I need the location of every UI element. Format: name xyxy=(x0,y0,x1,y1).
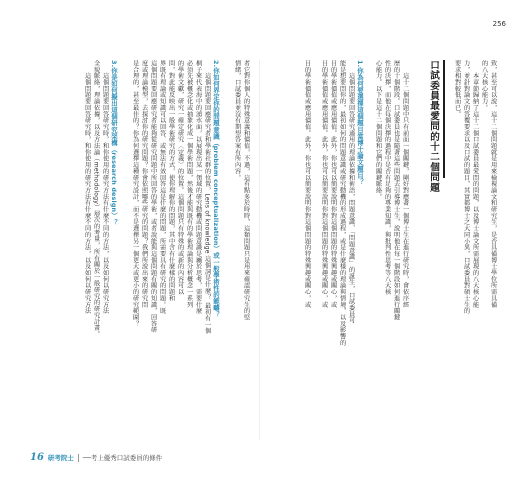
text-column: 這個問題要回答研究時，和你使用的研究方法有什麼不同的方法，以及如何以研究方法 xyxy=(83,60,91,314)
text-column: 情緒，口試委員並沒有期望答案有所內容。 xyxy=(233,60,241,181)
text-column: 歷的十個階段。口試委員也是隨著這些問題去引導博士生，說明他在每一個階段如何進行關鍵 xyxy=(392,60,400,321)
text-column: 這個問題要回應研究者能夠從研究問題中所回答的學術，或者說能與這個問題有關的知識，回答研 xyxy=(149,60,157,334)
text-column: 能是想要問你的，最初如何的問題意識或研究動機的形成過程，或是什麼樣的理論與情境，以及影響的 xyxy=(338,60,346,346)
text-column: 的學術文獻，研究一確定研究〈定義〉的位置。這個問題只有特殊的或新的內容可以 xyxy=(176,60,184,295)
page-number: 256 xyxy=(492,20,506,28)
text-column: 是合理的，甚至最佳的？你為何選擇這種研究設計，而不是選擇另一個更大或更小的研究範圍？ xyxy=(131,60,139,327)
text-column: 本章節歸納了這十二個口試委員最愛問的問題，以及博士論文所需展現的八大核心能 xyxy=(471,60,479,308)
section-title: 口試委員最愛問的十二個問題 xyxy=(428,60,439,193)
text-column: 桐子來代表海中的湧水面，以展現出某一領域的研究動機或問題意識是屬於思考，需要什麼 xyxy=(194,60,202,314)
text-column: 者它對你個人的特殊意義和價值，不過，這有點多於時時，這類問題只是用來確認研究生的堅 xyxy=(242,60,250,321)
footer-separator xyxy=(78,454,79,462)
text-column: 度或理論模型，去探討你的研究問題？你會依照哪些研究的問題？我們所說出來的研究問 xyxy=(140,60,148,308)
text-column: 目的學術價值或應用價值。此外，你也可以簡要說明你對這個問題的特殊興趣或關心，或 xyxy=(329,60,337,308)
footer-page-number: 16 xyxy=(30,452,44,463)
text-column: 全貌脈絡，理論依據，以及方法論（methodology）層次的考量，所有關於一般研究的研究計畫。 xyxy=(92,60,100,338)
text-column: 這個問題要回答研究適用的理論依據和術語，問題意識、「問題意識」的誕生，口試委員可 xyxy=(347,60,355,324)
question-heading: 3.你是如何擬出這個研究架構（research design）？ xyxy=(110,60,118,226)
text-column: 這個問題要回應研究者和學術社群的位置，Lens of knowledge 這個詞是什麼？ 最初有一個 xyxy=(203,60,211,335)
text-column: 目的學術價值或應用價值。此外，你也可以簡要說明你對這個問題的特殊興趣或關心，或 xyxy=(303,60,311,308)
running-footer xyxy=(30,452,162,463)
text-column: 界既有理論或知識可以回答、或無法有效回答這是什麼的問題，所需要具有研究的問題。既 xyxy=(158,60,166,314)
text-column: 力，並針對論文的答覆要求以及口試的題目，其實都博士之大同小異，口試委員對碩士生的 xyxy=(462,60,470,314)
text-column: 性的決擇，而他在每個決擇的過程中是否有足夠的專業知識，與批判性思考等八大核 xyxy=(383,60,391,295)
text-column: 必須先被概念化或抽象化成一個學術問題，然後才能與既有的學術理論與分析概念一系列 xyxy=(185,60,193,308)
text-column: 心能力。以下是這十二個問題和它們的關鍵脈絡。 xyxy=(374,60,382,200)
text-column: 這十二個問題中只有前面一個關鍵，剛好對應著一個博士生在進行研究時，會依序經 xyxy=(401,60,409,308)
text-column: 的八大核心能力。 xyxy=(480,60,488,111)
footer-subtitle: ──考上優秀口試委員的條件 xyxy=(82,454,163,462)
text-column: 致，甚至可以說，這十二個問題就是用來檢視論文和研究生，是否具備博士學位所需具備 xyxy=(489,60,497,308)
section-title-bar xyxy=(443,60,445,178)
text-column: 要求相對較低而已。 xyxy=(453,60,461,118)
gutter-divider xyxy=(259,60,260,440)
text-column: 目的學術價值或應用價值。此外，你也可以簡要說明你對這個問題的特殊興趣或關心，或 xyxy=(320,60,328,308)
question-heading: 2.你如何界定你的問題意識（problem conceptualization）或一般學術性的範疇？ xyxy=(212,60,220,318)
text-column: 這個問題要回答研究時，和你使用的研究方法有什麼不同的方法，以及如何以研究方法 xyxy=(101,60,109,314)
question-heading: 1.你為何要選擇這個題目當博士論文題目？ xyxy=(356,60,364,186)
text-column: 問，對此能反映出一般學術研究的方式，使你理解你的問題，其中含有什麼樣的問題和 xyxy=(167,60,175,302)
footer-brand: 研考院士 xyxy=(47,454,74,462)
